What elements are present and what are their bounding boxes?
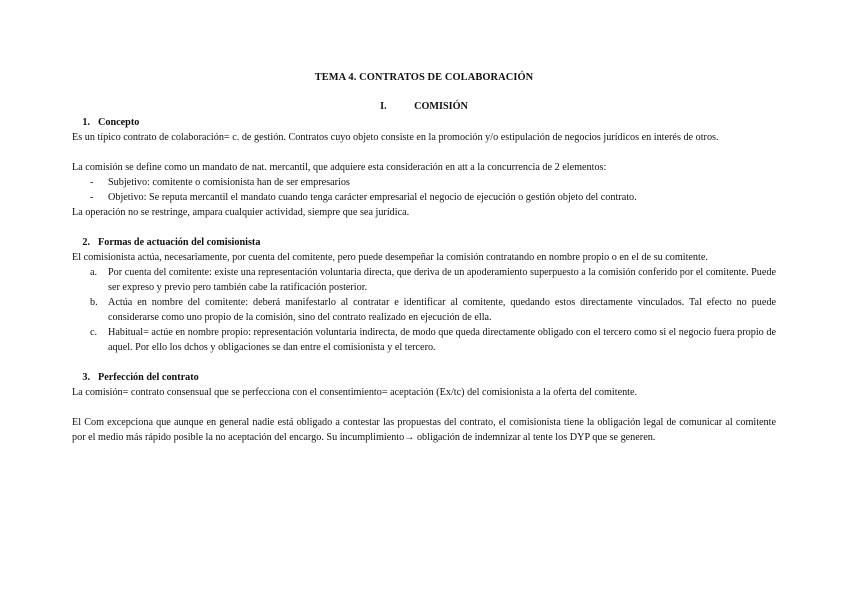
list-item-text: Actúa en nombre del comitente: deberá manifestarlo al contratar e identificar al comitente, quedando estos directamente vinculados. Tal efecto no puede considerarse como uno propio de la comisión, sino del contrato realizado en ejecución de ella. — [108, 297, 776, 323]
list-marker: - — [90, 192, 94, 203]
list-marker: b. — [90, 297, 98, 308]
list-item-text: Habitual= actúe en nombre propio: representación voluntaria indirecta, de modo que queda directamente obligado con el tercero como si el negocio fuera propio de aquel. Por ello los dchos y obligaciones se dan entre el comisionista y el tercero. — [108, 327, 776, 353]
subheading-perfeccion — [72, 370, 776, 385]
list-item — [72, 190, 776, 205]
section-heading — [72, 99, 776, 114]
list-item — [72, 265, 776, 295]
list-item — [72, 295, 776, 325]
list-item-text: Subjetivo: comitente o comisionista han de ser empresarios — [108, 177, 350, 188]
paragraph: La comisión se define como un mandato de nat. mercantil, que adquiere esta consideración en att a la concurrencia de 2 elementos: — [72, 162, 607, 173]
list-marker: a. — [90, 267, 98, 278]
lettered-list — [72, 265, 776, 355]
list-item — [72, 325, 776, 355]
paragraph: La comisión= contrato consensual que se perfecciona con el consentimiento= aceptación (Ex/tc) del comisionista a la oferta del comitente. — [72, 387, 638, 398]
section-label: COMISIÓN — [414, 101, 468, 112]
subheading-formas — [72, 235, 776, 250]
subheading-label: Perfección del contrato — [98, 372, 199, 383]
section-number: I. — [380, 101, 387, 112]
document-title: TEMA 4. CONTRATOS DE COLABORACIÓN — [314, 72, 534, 83]
paragraph: El comisionista actúa, necesariamente, por cuenta del comitente, pero puede desempeñar la comisión contratando en nombre propio o en el de su comitente. — [72, 252, 708, 263]
list-item — [72, 175, 776, 190]
list-marker: - — [90, 177, 94, 188]
subheading-number: 1. — [82, 117, 90, 128]
subheading-concepto — [72, 115, 776, 130]
paragraph: El Com excepciona que aunque en general nadie está obligado a contestar las propuestas del contrato, el comisionista tiene la obligación legal de comunicar al comitente por el medio más rápido posible la no aceptación del encargo. Su incumplimiento→ obligación de indemnizar al tente los DYP que se generen. — [72, 417, 776, 443]
spacer — [72, 220, 776, 235]
spacer — [72, 145, 776, 160]
subheading-number: 2. — [82, 237, 90, 248]
subheading-number: 3. — [82, 372, 90, 383]
subheading-label: Formas de actuación del comisionista — [98, 237, 261, 248]
paragraph: La operación no se restringe, ampara cualquier actividad, siempre que sea jurídica. — [72, 207, 410, 218]
spacer — [72, 355, 776, 370]
subheading-label: Concepto — [98, 117, 140, 128]
dash-list — [72, 175, 776, 205]
list-item-text: Objetivo: Se reputa mercantil el mandato cuando tenga carácter empresarial el negocio de ejecución o gestión objeto del contrato. — [108, 192, 637, 203]
paragraph: Es un típico contrato de colaboración= c. de gestión. Contratos cuyo objeto consiste en la promoción y/o estipulación de negocios jurídicos en interés de otros. — [72, 132, 719, 143]
spacer — [72, 400, 776, 415]
list-item-text: Por cuenta del comitente: existe una representación voluntaria directa, que deriva de un apoderamiento superpuesto a la comisión conferido por el comitente. Puede ser expreso y previo pero también cabe la ratificación posterior. — [108, 267, 776, 293]
list-marker: c. — [90, 327, 98, 338]
